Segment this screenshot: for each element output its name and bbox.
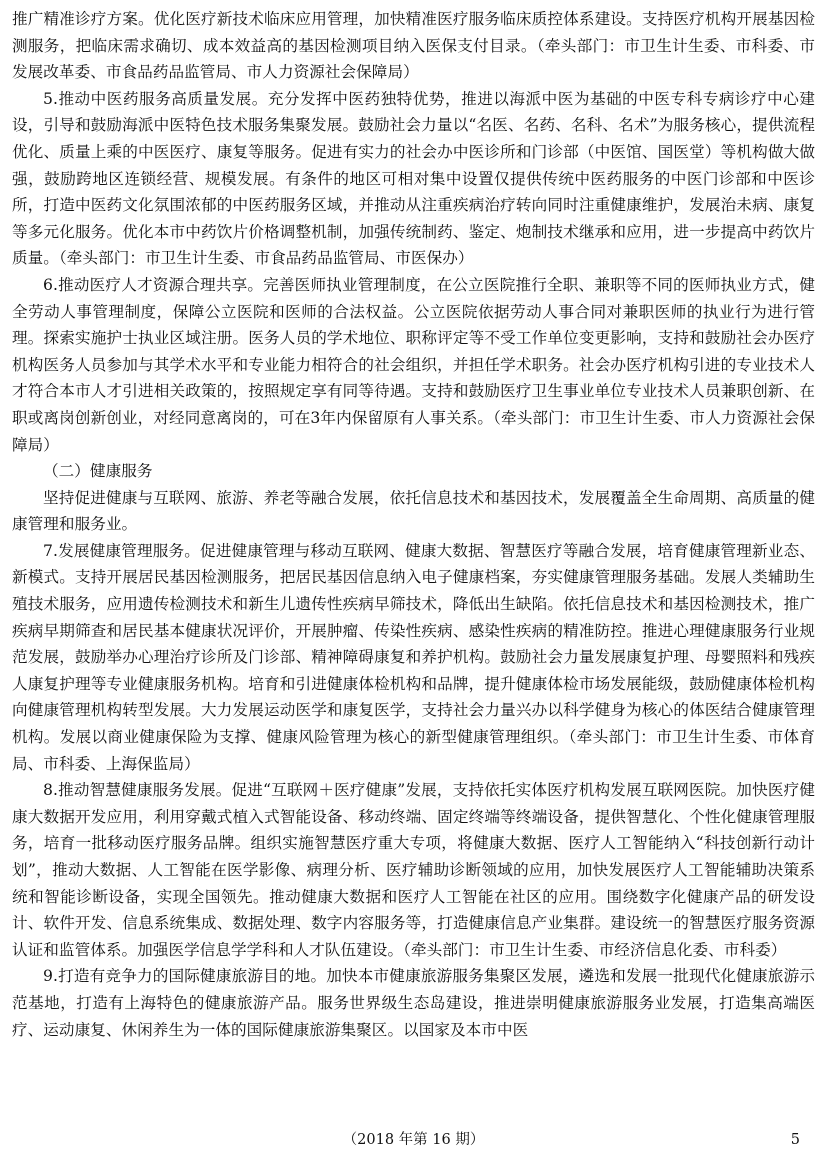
paragraph-health-management: 7.发展健康管理服务。促进健康管理与移动互联网、健康大数据、智慧医疗等融合发展，培育健康管理新业态、新模式。支持开展居民基因检测服务，把居民基因信息纳入电子健康档案，夯实健康管理服务基础。发展人类辅助生殖技术服务，应用遗传检测技术和新生儿遗传性疾病早筛技术，降低出生缺陷。依托信息技术和基因检测技术，推广疾病早期筛查和居民基本健康状况评价，开展肿瘤、传染性疾病、感染性疾病的精准防控。推进心理健康服务行业规范发展，鼓励举办心理治疗诊所及门诊部、精神障碍康复和养护机构。鼓励社会力量发展康复护理、母婴照料和残疾人康复护理等专业健康服务机构。培育和引进健康体检机构和品牌，提升健康体检市场发展能级，鼓励健康体检机构向健康管理机构转型发展。大力发展运动医学和康复医学，支持社会力量兴办以科学健身为核心的体医结合健康管理机构。发展以商业健康保险为支撑、健康风险管理为核心的新型健康管理组织。（牵头部门：市卫生计生委、市体育局、市科委、上海保监局）	[12, 541, 815, 773]
paragraph-health-services-intro: 坚持促进健康与互联网、旅游、养老等融合发展，依托信息技术和基因技术，发展覆盖全生命周期、高质量的健康管理和服务业。	[12, 488, 815, 534]
paragraph-smart-health: 8.推动智慧健康服务发展。促进“互联网＋医疗健康”发展，支持依托实体医疗机构发展互联网医院。加快医疗健康大数据开发应用，利用穿戴式植入式智能设备、移动终端、固定终端等终端设备，提供智慧化、个性化健康管理服务，培育一批移动医疗服务品牌。组织实施智慧医疗重大专项，将健康大数据、医疗人工智能纳入“科技创新行动计划”，推动大数据、人工智能在医学影像、病理分析、医疗辅助诊断领域的应用，加快发展医疗人工智能辅助决策系统和智能诊断设备，实现全国领先。推动健康大数据和医疗人工智能在社区的应用。围绕数字化健康产品的研发设计、软件开发、信息系统集成、数据处理、数字内容服务等，打造健康信息产业集群。建设统一的智慧医疗服务资源认证和监管体系。加强医学信息学学科和人才队伍建设。（牵头部门：市卫生计生委、市经济信息化委、市科委）	[12, 781, 815, 959]
page-number: 5	[790, 1132, 800, 1148]
section-heading-health-services: （二）健康服务	[43, 462, 153, 481]
paragraph-health-tourism: 9.打造有竞争力的国际健康旅游目的地。加快本市健康旅游服务集聚区发展，遴选和发展一批现代化健康旅游示范基地，打造有上海特色的健康旅游产品。服务世界级生态岛建设，推进崇明健康旅游服务业发展，打造集高端医疗、运动康复、休闲养生为一体的国际健康旅游集聚区。以国家及本市中医	[12, 967, 815, 1039]
issue-label: （2018 年第 16 期）	[342, 1132, 485, 1148]
paragraph-tcm-services: 5.推动中医药服务高质量发展。充分发挥中医药独特优势，推进以海派中医为基础的中医专科专病诊疗中心建设，引导和鼓励海派中医特色技术服务集聚发展。鼓励社会力量以“名医、名药、名科、名术”为服务核心，提供流程优化、质量上乘的中医医疗、康复等服务。促进有实力的社会办中医诊所和门诊部（中医馆、国医堂）等机构做大做强，鼓励跨地区连锁经营、规模发展。有条件的地区可相对集中设置仅提供传统中医药服务的中医门诊部和中医诊所，打造中医药文化氛围浓郁的中医药服务区域，并推动从注重疾病治疗转向同时注重健康维护，发展治未病、康复等多元化服务。优化本市中药饮片价格调整机制，加强传统制药、鉴定、炮制技术继承和应用，进一步提高中药饮片质量。（牵头部门：市卫生计生委、市食品药品监管局、市医保办）	[12, 89, 815, 268]
paragraph-precision-medicine-tail: 推广精准诊疗方案。优化医疗新技术临床应用管理，加快精准医疗服务临床质控体系建设。支持医疗机构开展基因检测服务，把临床需求确切、成本效益高的基因检测项目纳入医保支付目录。（牵头部门：市卫生计生委、市科委、市发展改革委、市食品药品监管局、市人力资源社会保障局）	[12, 10, 815, 82]
document-body	[12, 6, 815, 1043]
page-footer	[0, 1129, 827, 1151]
paragraph-medical-talent-sharing: 6.推动医疗人才资源合理共享。完善医师执业管理制度，在公立医院推行全职、兼职等不同的医师执业方式，健全劳动人事管理制度，保障公立医院和医师的合法权益。公立医院依据劳动人事合同对兼职医师的执业行为进行管理。探索实施护士执业区域注册。医务人员的学术地位、职称评定等不受工作单位变更影响，支持和鼓励社会办医疗机构医务人员参加与其学术水平和专业能力相符合的社会组织，并担任学术职务。社会办医疗机构引进的专业技术人才符合本市人才引进相关政策的，按照规定享有同等待遇。支持和鼓励医疗卫生事业单位专业技术人员兼职创新、在职或离岗创新创业，对经同意离岗的，可在3年内保留原有人事关系。（牵头部门：市卫生计生委、市人力资源社会保障局）	[12, 275, 815, 454]
